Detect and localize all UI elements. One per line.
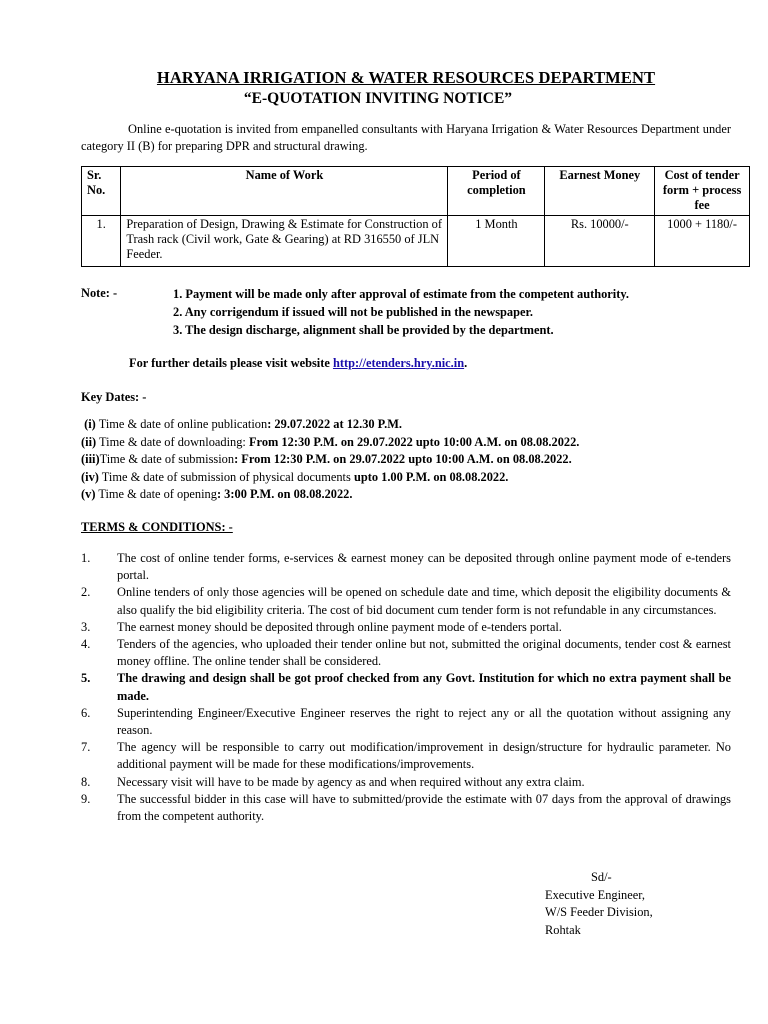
note-item: 2. Any corrigendum if issued will not be published in the newspaper. [173, 305, 533, 319]
row-sr-no: 1. [82, 216, 121, 267]
header-cost-of-tender: Cost of tender form + process fee [655, 167, 750, 216]
term-text: The agency will be responsible to carry out modification/improvement in design/structure for hydraulic parameter. No additional payment will be made for these modifications/improvements. [117, 740, 731, 772]
header-period: Period of completion [448, 167, 545, 216]
terms-list [81, 550, 731, 825]
term-text: Online tenders of only those agencies will be opened on schedule date and time, which deposit the eligibility documents & also qualify the bid eligibility criteria. The cost of bid document cum tender form is not refundable in any circumstances. [117, 585, 731, 617]
key-date-value: : 3:00 P.M. on 08.08.2022. [216, 487, 353, 502]
website-line [129, 355, 467, 372]
header-earnest-money: Earnest Money [545, 167, 655, 216]
key-date-value: : From 12:30 P.M. on 29.07.2022 upto 10:00 A.M. on 08.08.2022. [234, 452, 572, 467]
table-row [82, 216, 750, 267]
term-num: 1. [81, 551, 91, 565]
term-text: Superintending Engineer/Executive Engineer reserves the right to reject any or all the quotation without assigning any reason. [117, 705, 731, 738]
term-num: 6. [81, 705, 91, 720]
term-text: The drawing and design shall be got proof checked from any Govt. Institution for which no extra payment shall be made. [117, 671, 731, 703]
term-text: The successful bidder in this case will have to submitted/provide the estimate with 07 days from the approval of drawings from the competent authority. [117, 791, 731, 824]
row-cost: 1000 + 1180/- [655, 216, 750, 267]
term-item [81, 774, 731, 791]
note-item: 3. The design discharge, alignment shall be provided by the department. [173, 323, 554, 337]
term-item [81, 739, 731, 773]
website-prefix: For further details please visit website [129, 356, 333, 370]
key-date-num: (iii) [81, 452, 100, 467]
term-item [81, 705, 731, 739]
row-name-of-work: Preparation of Design, Drawing & Estimate for Construction of Trash rack (Civil work, Gate & Gearing) at RD 316550 of JLN Feeder. [121, 216, 448, 267]
term-item [81, 619, 731, 636]
key-date-text: Time & date of submission of physical documents [101, 469, 354, 484]
terms-label: TERMS & CONDITIONS: - [81, 520, 233, 534]
term-item [81, 670, 731, 704]
term-item [81, 636, 731, 670]
term-num: 7. [81, 740, 91, 755]
note-label: Note: - [81, 286, 118, 300]
key-date-text: Time & date of opening [98, 487, 217, 502]
key-date-item [81, 416, 761, 434]
term-num: 3. [81, 619, 91, 634]
key-date-num: (i) [84, 417, 96, 431]
term-item [81, 791, 731, 825]
key-date-num: (ii) [81, 434, 97, 449]
intro-paragraph: Online e-quotation is invited from empanelled consultants with Haryana Irrigation & Water Resources Department under category II (B) for preparing DPR and structural drawing. [81, 122, 731, 153]
term-num: 8. [81, 774, 91, 789]
term-text: Tenders of the agencies, who uploaded their tender online but not, submitted the original documents, tender cost & earnest money offline. The online tender shall be considered. [117, 637, 731, 669]
signature-division: W/S Feeder Division, [545, 905, 653, 919]
term-text: The cost of online tender forms, e-services & earnest money can be deposited through online payment mode of e-tenders portal. [117, 551, 731, 583]
notice-title: “E-QUOTATION INVITING NOTICE” [243, 90, 513, 107]
department-title: HARYANA IRRIGATION & WATER RESOURCES DEPARTMENT [156, 68, 656, 87]
term-num: 9. [81, 791, 91, 806]
key-date-num: (v) [81, 487, 96, 502]
note-item: 1. Payment will be made only after approval of estimate from the competent authority. [173, 287, 629, 301]
header-name-of-work: Name of Work [121, 167, 448, 216]
term-num: 4. [81, 637, 91, 652]
key-date-item [81, 451, 761, 469]
key-date-item [81, 486, 761, 504]
term-num: 2. [81, 585, 91, 600]
key-date-num: (iv) [81, 469, 99, 484]
term-text: The earnest money should be deposited through online payment mode of e-tenders portal. [117, 619, 562, 634]
key-dates-list [81, 416, 761, 504]
key-date-value: : 29.07.2022 at 12.30 P.M. [267, 417, 402, 431]
key-date-text: Time & date of downloading: [99, 434, 249, 449]
term-item [81, 550, 731, 584]
signature-place: Rohtak [545, 922, 581, 937]
term-item [81, 584, 731, 618]
website-suffix: . [464, 356, 468, 370]
website-link[interactable]: http://etenders.hry.nic.in [332, 356, 465, 370]
table-header-row [82, 167, 750, 216]
key-date-value: From 12:30 P.M. on 29.07.2022 upto 10:00 A.M. on 08.08.2022. [248, 434, 580, 449]
key-date-text: Time & date of submission [99, 452, 235, 467]
key-date-item [81, 434, 761, 452]
header-sr-no: Sr. No. [82, 167, 121, 216]
row-period: 1 Month [448, 216, 545, 267]
term-num: 5. [81, 671, 91, 686]
key-date-item [81, 469, 761, 487]
signature-sd: Sd/- [591, 870, 612, 884]
key-dates-label: Key Dates: - [81, 390, 147, 404]
works-table [81, 166, 750, 267]
key-date-value: upto 1.00 P.M. on 08.08.2022. [353, 469, 509, 484]
term-text: Necessary visit will have to be made by agency as and when required without any extra claim. [117, 774, 585, 789]
key-date-text: Time & date of online publication [98, 417, 268, 431]
signature-block [545, 869, 653, 939]
notes-list [173, 285, 753, 339]
row-earnest-money: Rs. 10000/- [545, 216, 655, 267]
signature-designation: Executive Engineer, [545, 887, 645, 902]
